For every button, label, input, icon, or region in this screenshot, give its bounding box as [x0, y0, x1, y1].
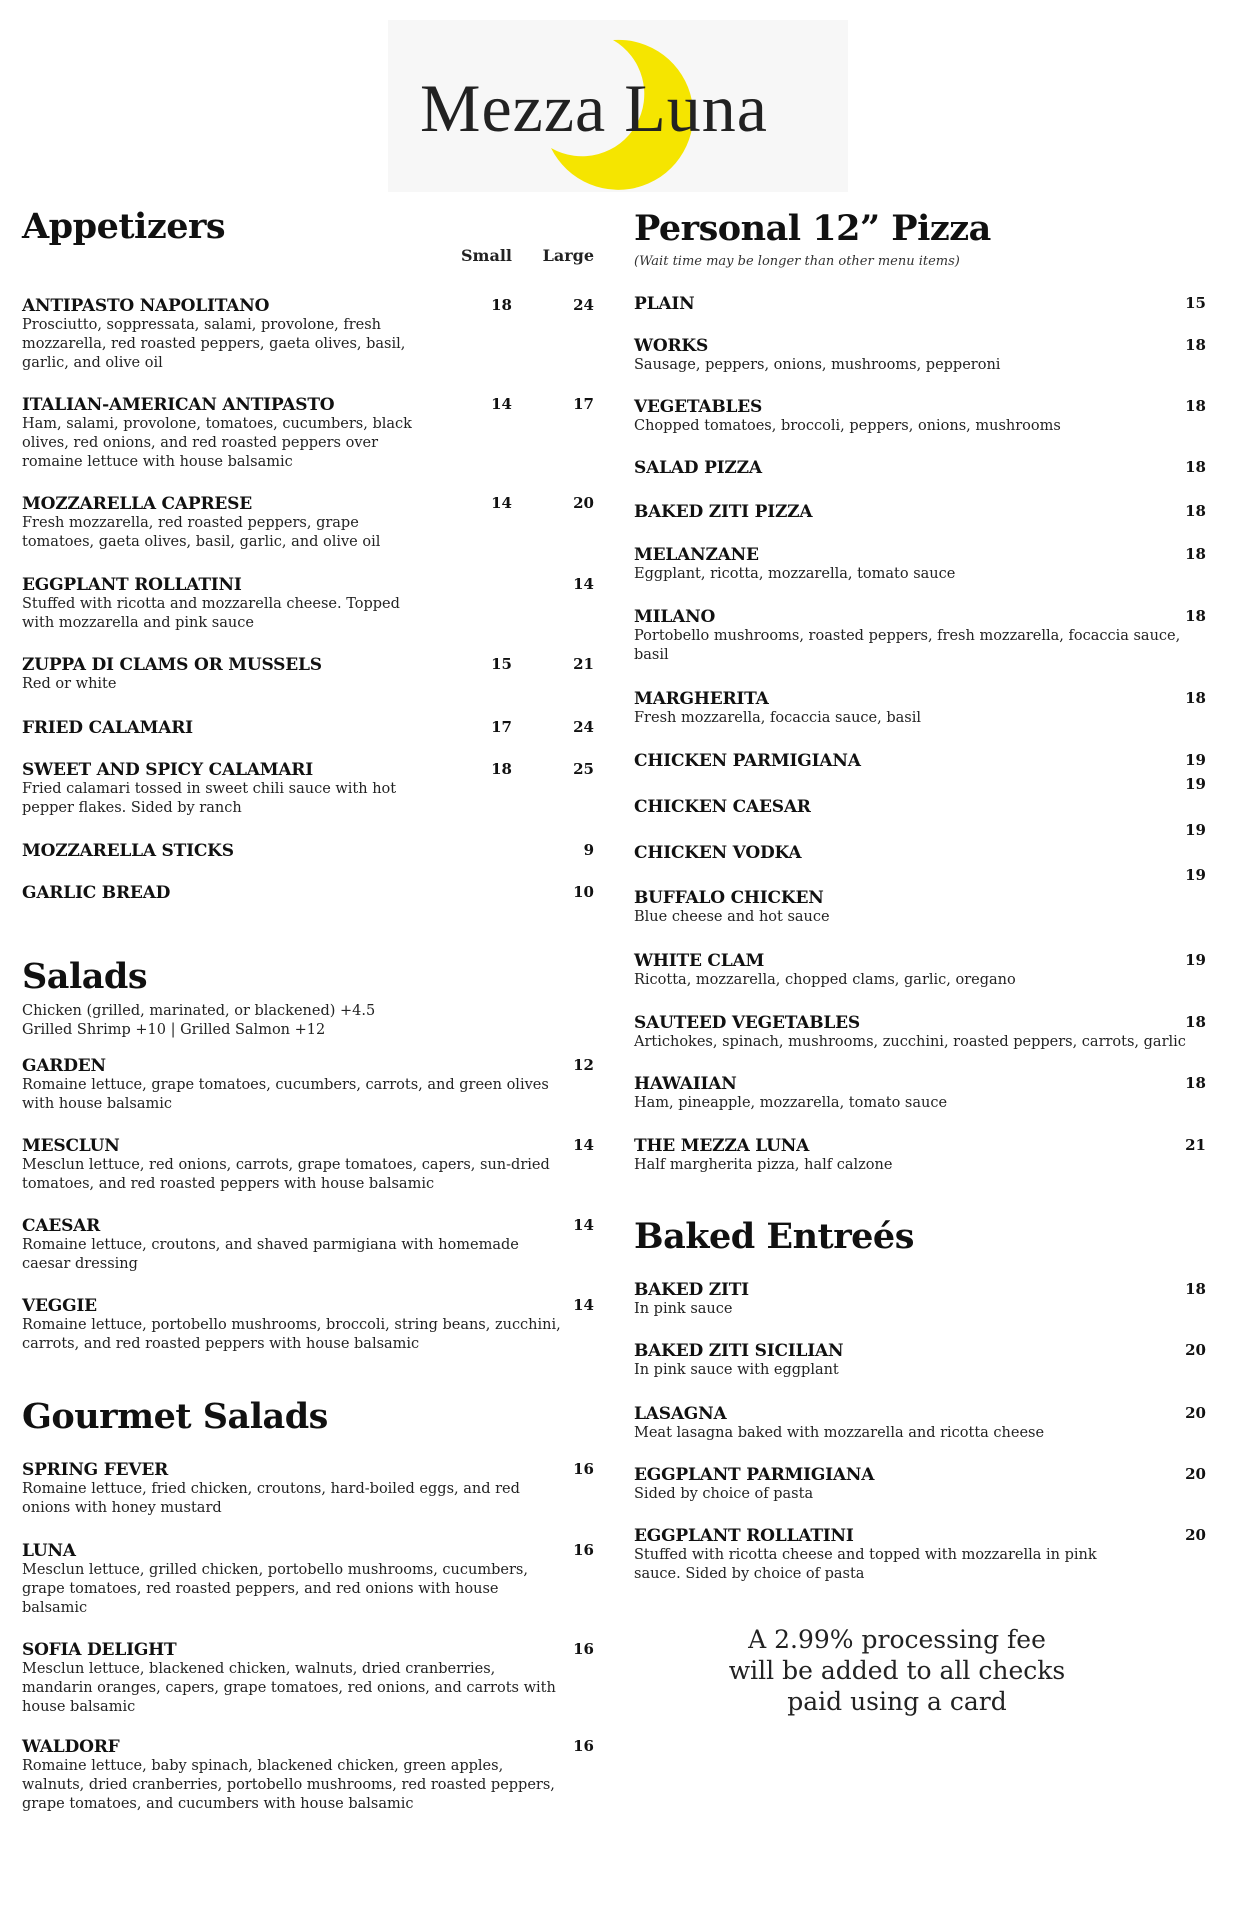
price: 19 — [1185, 951, 1206, 969]
price-small: 14 — [491, 395, 512, 413]
item-name: GARLIC BREAD — [22, 883, 171, 903]
item-name: CHICKEN VODKA — [634, 843, 802, 863]
item-name: WALDORF — [22, 1737, 120, 1757]
menu-item — [22, 395, 594, 472]
item-name: BAKED ZITI — [634, 1280, 749, 1300]
menu-item — [634, 1341, 1206, 1380]
price: 18 — [1185, 336, 1206, 354]
menu-item — [634, 689, 1206, 728]
processing-fee-notice: A 2.99% processing fee will be added to all checks paid using a card — [728, 1625, 1066, 1716]
menu-item — [22, 655, 594, 694]
item-description: Artichokes, spinach, mushrooms, zucchini, roasted peppers, carrots, garlic — [634, 1034, 1186, 1050]
price: 20 — [1185, 1465, 1206, 1483]
item-description: Stuffed with ricotta cheese and topped with mozzarella in pink sauce. Sided by choice of pasta — [634, 1547, 1097, 1582]
item-name: FRIED CALAMARI — [22, 718, 193, 738]
item-description: Romaine lettuce, grape tomatoes, cucumbers, carrots, and green olives with house balsamic — [22, 1077, 549, 1112]
item-description: Ham, salami, provolone, tomatoes, cucumbers, black olives, red onions, and red roasted peppers over romaine lettuce with house balsamic — [22, 416, 412, 470]
menu-item — [22, 841, 594, 861]
menu-item — [634, 775, 1206, 817]
item-description: Stuffed with ricotta and mozzarella cheese. Topped with mozzarella and pink sauce — [22, 596, 400, 631]
price: 20 — [1185, 1526, 1206, 1544]
menu-item — [634, 866, 1206, 927]
menu-item — [634, 397, 1206, 436]
item-description: Fried calamari tossed in sweet chili sauce with hot pepper flakes. Sided by ranch — [22, 781, 397, 816]
menu-item — [634, 502, 1206, 522]
menu-item — [634, 1280, 1206, 1319]
item-name: GARDEN — [22, 1056, 106, 1076]
salad-addon-note-2: Grilled Shrimp +10 | Grilled Salmon +12 — [22, 1022, 326, 1038]
pizza-subtitle: (Wait time may be longer than other menu items) — [634, 254, 960, 269]
menu-item — [22, 1640, 594, 1717]
menu-item — [22, 1541, 594, 1618]
item-description: Mesclun lettuce, red onions, carrots, grape tomatoes, capers, sun-dried tomatoes, and red roasted peppers with house balsamic — [22, 1157, 550, 1192]
item-description: Romaine lettuce, croutons, and shaved parmigiana with homemade caesar dressing — [22, 1237, 519, 1272]
price-large: 21 — [573, 655, 594, 673]
menu-item — [634, 1136, 1206, 1175]
menu-item — [634, 1465, 1206, 1504]
menu-item — [22, 1737, 594, 1814]
item-name: MOZZARELLA STICKS — [22, 841, 234, 861]
price: 12 — [573, 1056, 594, 1074]
menu-item — [634, 1074, 1206, 1113]
menu-item — [22, 1056, 594, 1114]
price: 14 — [573, 1216, 594, 1234]
item-name: EGGPLANT ROLLATINI — [22, 575, 242, 595]
item-name: THE MEZZA LUNA — [634, 1136, 810, 1156]
item-description: Romaine lettuce, baby spinach, blackened chicken, green apples, walnuts, dried cranberries, portobello mushrooms, red roasted peppers, grape tomatoes, and cucumbers with house balsamic — [22, 1758, 555, 1812]
item-description: Eggplant, ricotta, mozzarella, tomato sauce — [634, 566, 956, 582]
price-large: 14 — [573, 575, 594, 593]
price-large: 24 — [573, 296, 594, 314]
price-small: 15 — [491, 655, 512, 673]
menu-item — [22, 1296, 594, 1354]
item-description: Ham, pineapple, mozzarella, tomato sauce — [634, 1095, 948, 1111]
price: 14 — [573, 1296, 594, 1314]
menu-item — [22, 1460, 594, 1518]
item-description: Chopped tomatoes, broccoli, peppers, onions, mushrooms — [634, 418, 1061, 434]
item-description: In pink sauce with eggplant — [634, 1362, 839, 1378]
item-name: VEGGIE — [22, 1296, 97, 1316]
price: 16 — [573, 1541, 594, 1559]
item-description: Mesclun lettuce, blackened chicken, walnuts, dried cranberries, mandarin oranges, capers, grape tomatoes, red onions, and carrots with house balsamic — [22, 1661, 556, 1715]
price: 18 — [1185, 545, 1206, 563]
item-name: LASAGNA — [634, 1404, 727, 1424]
item-name: VEGETABLES — [634, 397, 763, 417]
item-description: Sided by choice of pasta — [634, 1486, 814, 1502]
price-large: 25 — [573, 760, 594, 778]
menu-item — [634, 458, 1206, 478]
item-name: WORKS — [634, 336, 709, 356]
price: 16 — [573, 1640, 594, 1658]
price-small: 18 — [491, 760, 512, 778]
item-description: Romaine lettuce, portobello mushrooms, broccoli, string beans, zucchini, carrots, and red roasted peppers with house balsamic — [22, 1317, 561, 1352]
price: 15 — [1185, 294, 1206, 312]
menu-item — [634, 751, 1206, 771]
price: 18 — [1185, 607, 1206, 625]
price: 18 — [1185, 397, 1206, 415]
item-description: Half margherita pizza, half calzone — [634, 1157, 893, 1173]
menu-item — [634, 545, 1206, 584]
menu-item — [22, 296, 594, 373]
price-small: 18 — [491, 296, 512, 314]
brand-name: Mezza Luna — [420, 70, 768, 146]
appetizers-title: Appetizers — [22, 206, 226, 247]
price-large: 9 — [583, 841, 594, 859]
small-column-header: Small — [460, 246, 512, 265]
item-description: Romaine lettuce, fried chicken, croutons, hard-boiled eggs, and red onions with honey mustard — [22, 1481, 520, 1516]
price: 21 — [1185, 1136, 1206, 1154]
item-name: CHICKEN CAESAR — [634, 797, 811, 817]
item-name: BUFFALO CHICKEN — [634, 888, 824, 908]
item-name: LUNA — [22, 1541, 76, 1561]
logo — [388, 20, 848, 192]
item-description: Fresh mozzarella, red roasted peppers, grape tomatoes, gaeta olives, basil, garlic, and olive oil — [22, 515, 381, 550]
salads-title: Salads — [22, 956, 148, 997]
price-small: 17 — [491, 718, 512, 736]
menu-item — [634, 1404, 1206, 1443]
item-name: SPRING FEVER — [22, 1460, 169, 1480]
item-description: Fresh mozzarella, focaccia sauce, basil — [634, 710, 921, 726]
menu-item — [634, 821, 1206, 863]
price: 16 — [573, 1737, 594, 1755]
item-name: MELANZANE — [634, 545, 759, 565]
item-name: EGGPLANT PARMIGIANA — [634, 1465, 875, 1485]
item-name: MILANO — [634, 607, 716, 627]
item-name: EGGPLANT ROLLATINI — [634, 1526, 854, 1546]
price: 20 — [1185, 1404, 1206, 1422]
item-description: Portobello mushrooms, roasted peppers, fresh mozzarella, focaccia sauce, basil — [634, 628, 1181, 663]
menu-item — [634, 336, 1206, 375]
menu-item — [634, 1013, 1206, 1052]
price: 16 — [573, 1460, 594, 1478]
price-small: 14 — [491, 494, 512, 512]
item-name: ITALIAN-AMERICAN ANTIPASTO — [22, 395, 335, 415]
item-name: PLAIN — [634, 294, 695, 314]
item-description: Sausage, peppers, onions, mushrooms, pepperoni — [634, 357, 1001, 373]
price-large: 17 — [573, 395, 594, 413]
item-name: SALAD PIZZA — [634, 458, 762, 478]
item-description: Meat lasagna baked with mozzarella and ricotta cheese — [634, 1425, 1045, 1441]
item-name: MARGHERITA — [634, 689, 769, 709]
item-name: CAESAR — [22, 1216, 101, 1236]
price: 18 — [1185, 502, 1206, 520]
price: 19 — [1185, 775, 1206, 793]
menu-item — [634, 1526, 1206, 1584]
price: 18 — [1185, 1280, 1206, 1298]
item-name: SOFIA DELIGHT — [22, 1640, 177, 1660]
item-description: Blue cheese and hot sauce — [634, 909, 830, 925]
menu-item — [634, 294, 1206, 314]
price: 19 — [1185, 751, 1206, 769]
menu-item — [22, 1216, 594, 1274]
item-name: ANTIPASTO NAPOLITANO — [22, 296, 270, 316]
price: 19 — [1185, 866, 1206, 884]
item-name: SWEET AND SPICY CALAMARI — [22, 760, 313, 780]
menu-item — [634, 607, 1206, 665]
item-name: ZUPPA DI CLAMS OR MUSSELS — [22, 655, 322, 675]
menu-item — [22, 1136, 594, 1194]
item-name: HAWAIIAN — [634, 1074, 737, 1094]
item-description: Ricotta, mozzarella, chopped clams, garlic, oregano — [634, 972, 1016, 988]
baked-entrees-title: Baked Entreés — [634, 1216, 914, 1257]
menu-item — [22, 760, 594, 818]
item-name: WHITE CLAM — [634, 951, 765, 971]
item-name: MESCLUN — [22, 1136, 120, 1156]
item-description: In pink sauce — [634, 1301, 733, 1317]
price-large: 10 — [573, 883, 594, 901]
pizza-title: Personal 12” Pizza — [634, 208, 991, 249]
menu-item — [22, 883, 594, 903]
menu-item — [22, 718, 594, 738]
item-name: BAKED ZITI SICILIAN — [634, 1341, 844, 1361]
menu-item — [634, 951, 1206, 990]
item-description: Mesclun lettuce, grilled chicken, portobello mushrooms, cucumbers, grape tomatoes, red roasted peppers, and red onions with house balsamic — [22, 1562, 528, 1616]
price: 18 — [1185, 1013, 1206, 1031]
price-large: 24 — [573, 718, 594, 736]
price: 18 — [1185, 1074, 1206, 1092]
gourmet-salads-title: Gourmet Salads — [22, 1396, 328, 1437]
price-large: 20 — [573, 494, 594, 512]
item-name: SAUTEED VEGETABLES — [634, 1013, 861, 1033]
item-description: Prosciutto, soppressata, salami, provolone, fresh mozzarella, red roasted peppers, gaeta olives, basil, garlic, and olive oil — [22, 317, 406, 371]
salad-addon-note-1: Chicken (grilled, marinated, or blackened) +4.5 — [22, 1003, 376, 1019]
price: 14 — [573, 1136, 594, 1154]
large-column-header: Large — [542, 246, 594, 265]
price: 19 — [1185, 821, 1206, 839]
menu-item — [22, 575, 594, 633]
price: 20 — [1185, 1341, 1206, 1359]
price: 18 — [1185, 689, 1206, 707]
menu-item — [22, 494, 594, 552]
item-name: BAKED ZITI PIZZA — [634, 502, 813, 522]
item-description: Red or white — [22, 676, 117, 692]
item-name: CHICKEN PARMIGIANA — [634, 751, 861, 771]
item-name: MOZZARELLA CAPRESE — [22, 494, 252, 514]
price: 18 — [1185, 458, 1206, 476]
